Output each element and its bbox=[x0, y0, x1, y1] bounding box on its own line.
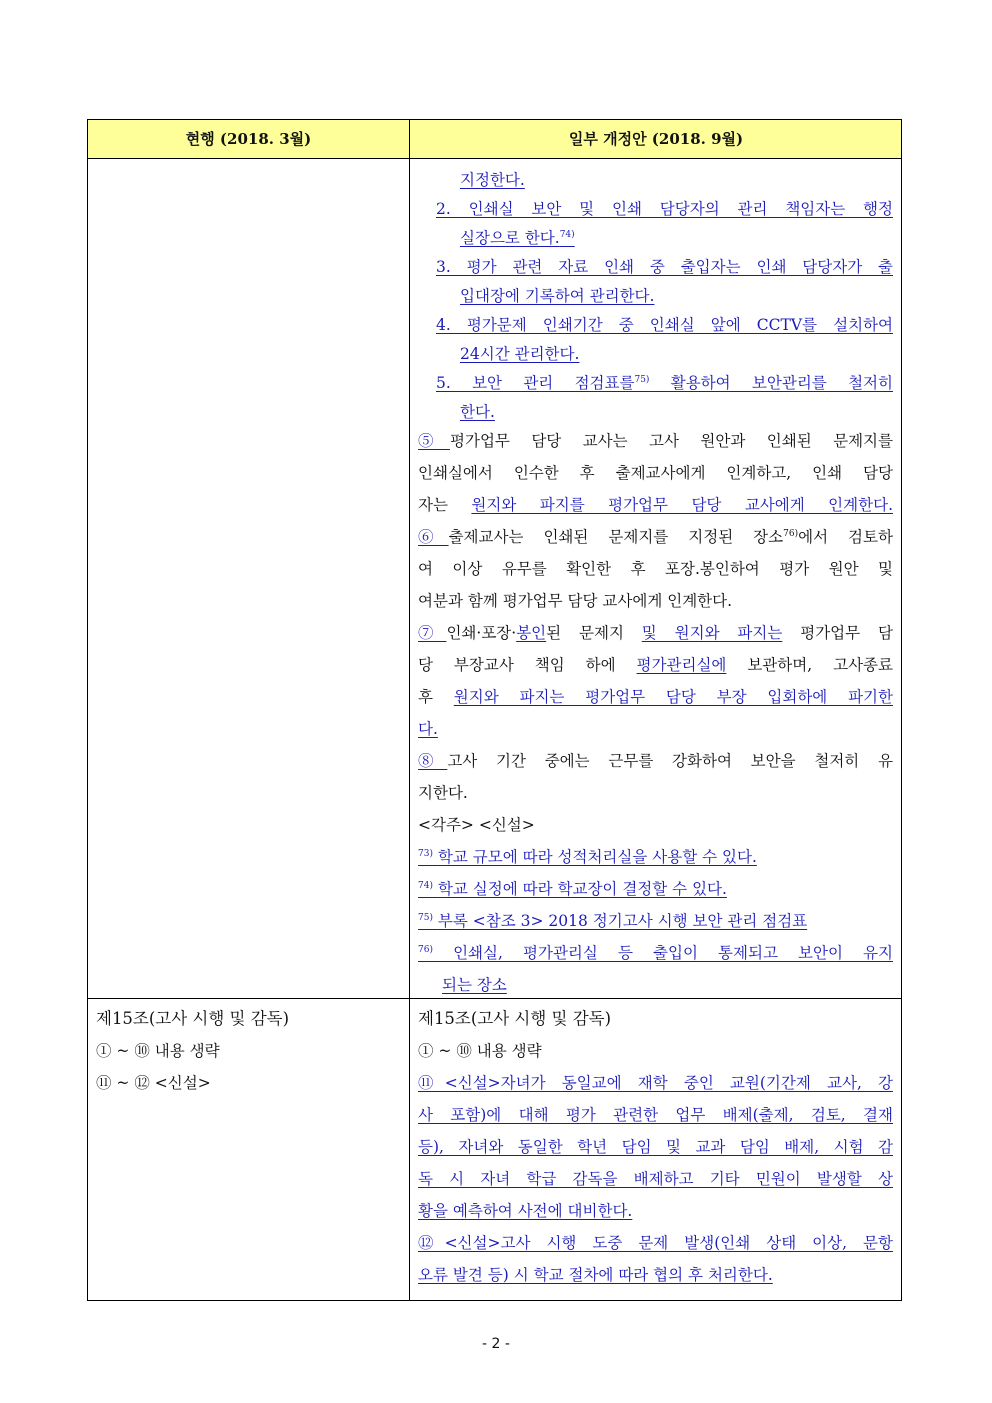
text-line: ⑥출제교사는 인쇄된 문제지를 지정된 장소$^{76)}$에서 검토하 bbox=[418, 528, 893, 546]
text-line: 오류 발견 등) 시 학교 절차에 따라 협의 후 처리한다. bbox=[418, 1266, 773, 1284]
text-line: ⑦인쇄·포장·봉인된 문제지 및 원지와 파지는 평가업무 담 bbox=[418, 624, 893, 642]
text-line: 4. 평가문제 인쇄기간 중 인쇄실 앞에 CCTV를 설치하여 bbox=[436, 316, 893, 334]
footnote-74: $^{74)}$ 학교 실정에 따라 학교장이 결정할 수 있다. bbox=[418, 880, 727, 898]
text-line: 24시간 관리한다. bbox=[460, 345, 580, 363]
revision-comparison-table bbox=[87, 119, 902, 1301]
text-line: 5. 보안 관리 점검표를$^{75)}$ 활용하여 보안관리를 철저히 bbox=[436, 374, 893, 392]
text-line: 2. 인쇄실 보안 및 인쇄 담당자의 관리 책임자는 행정 bbox=[436, 200, 893, 218]
text-line: 여 이상 유무를 확인한 후 포장.봉인하여 평가 원안 및 bbox=[418, 560, 893, 578]
article-item: ① ~ ⑩ 내용 생략 bbox=[418, 1042, 542, 1060]
footnote-75: $^{75)}$ 부록 <참조 3> 2018 정기고사 시행 보안 관리 점검표 bbox=[418, 912, 808, 930]
text-line: 당 부장교사 책임 하에 평가관리실에 보관하며, 고사종료 bbox=[418, 656, 893, 674]
text-line: 여분과 함께 평가업무 담당 교사에게 인계한다. bbox=[418, 592, 733, 610]
text-line: 인쇄실에서 인수한 후 출제교사에게 인계하고, 인쇄 담당 bbox=[418, 464, 893, 482]
text-line: 입대장에 기록하여 관리한다. bbox=[460, 287, 655, 305]
text-line: 다. bbox=[418, 720, 438, 738]
text-line: 등), 자녀와 동일한 학년 담임 및 교과 담임 배제, 시험 감 bbox=[418, 1138, 893, 1156]
text-line: 실장으로 한다.$^{74)}$ bbox=[460, 229, 575, 247]
text-line: 독 시 자녀 학급 감독을 배제하고 기타 민원이 발생할 상 bbox=[418, 1170, 893, 1188]
text-line: 황을 예측하여 사전에 대비한다. bbox=[418, 1202, 633, 1220]
column-divider bbox=[409, 120, 410, 1300]
text-line: 3. 평가 관련 자료 인쇄 중 출입자는 인쇄 담당자가 출 bbox=[436, 258, 893, 276]
text-line: ⑧고사 기간 중에는 근무를 강화하여 보안을 철저히 유 bbox=[418, 752, 893, 770]
text-line: 사 포함)에 대해 평가 관련한 업무 배제(출제, 검토, 결재 bbox=[418, 1106, 893, 1124]
article-title: 제15조(고사 시행 및 감독) bbox=[418, 1009, 612, 1028]
article-item: ⑪ ~ ⑫ <신설> bbox=[96, 1074, 211, 1092]
text-line: 자는 원지와 파지를 평가업무 담당 교사에게 인계한다. bbox=[418, 496, 893, 514]
footnote-heading: <각주> <신설> bbox=[418, 816, 535, 834]
text-line: ⑪<신설>자녀가 동일교에 재학 중인 교원(기간제 교사, 강 bbox=[418, 1074, 893, 1092]
footnote-76: $^{76)}$ 인쇄실, 평가관리실 등 출입이 통제되고 보안이 유지 bbox=[418, 944, 893, 962]
text-line: ⑤평가업무 담당 교사는 고사 원안과 인쇄된 문제지를 bbox=[418, 432, 893, 450]
page-number: - 2 - bbox=[482, 1336, 510, 1352]
text-line: 지한다. bbox=[418, 784, 468, 802]
article-title: 제15조(고사 시행 및 감독) bbox=[96, 1009, 290, 1028]
text-line: ⑫<신설>고사 시행 도중 문제 발생(인쇄 상태 이상, 문항 bbox=[418, 1234, 893, 1252]
footnote-73: $^{73)}$ 학교 규모에 따라 성적처리실을 사용할 수 있다. bbox=[418, 848, 757, 866]
footnote-76-continued: 되는 장소 bbox=[442, 976, 507, 994]
text-line: 지정한다. bbox=[460, 171, 525, 189]
text-line: 후 원지와 파지는 평가업무 담당 부장 입회하에 파기한 bbox=[418, 688, 894, 706]
table-header-row bbox=[88, 120, 901, 159]
header-current: 현행 (2018. 3월) bbox=[185, 130, 312, 148]
article-item: ① ~ ⑩ 내용 생략 bbox=[96, 1042, 220, 1060]
header-revised: 일부 개정안 (2018. 9월) bbox=[568, 130, 744, 148]
text-line: 한다. bbox=[460, 403, 495, 421]
